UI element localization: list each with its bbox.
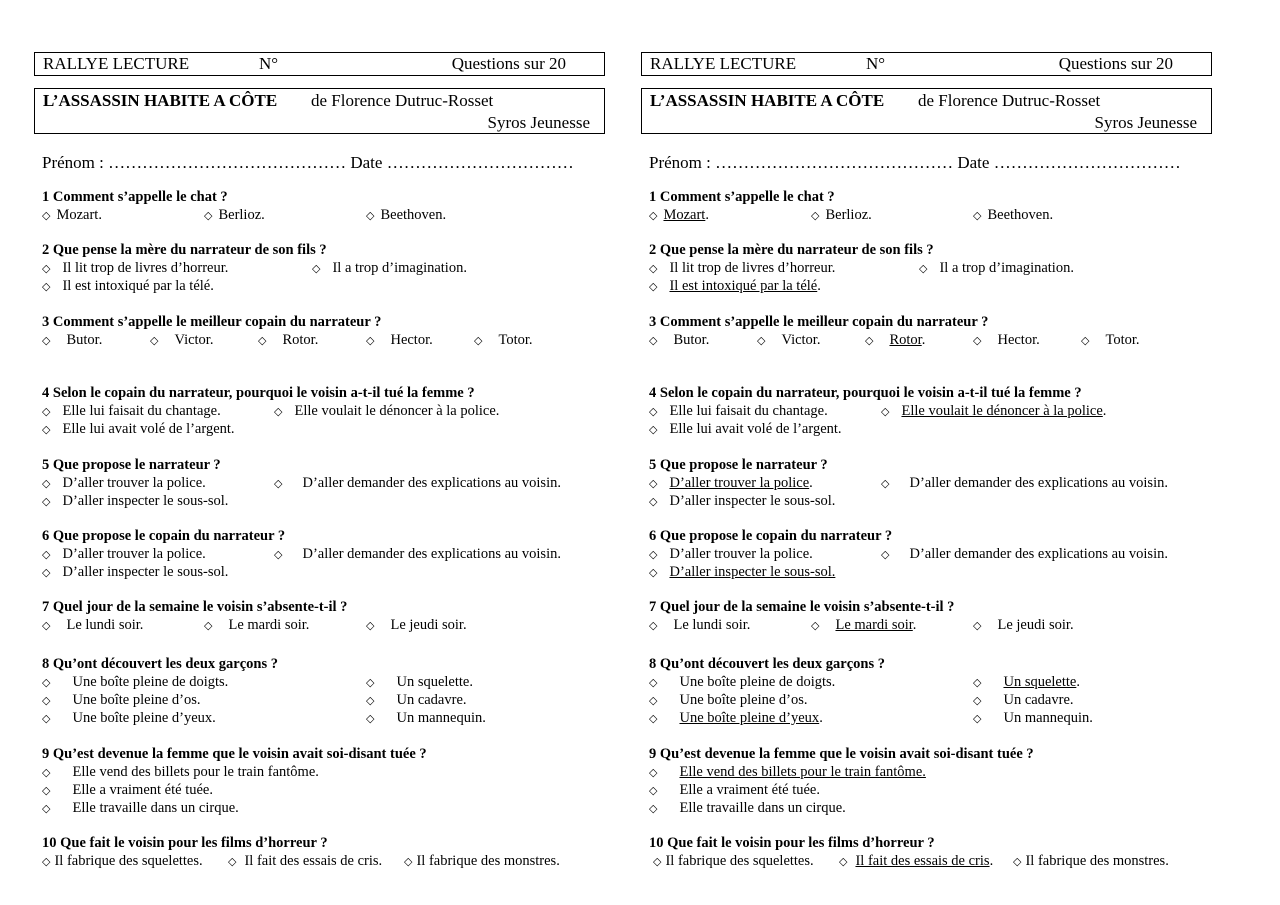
diamond-icon: ◇: [757, 334, 766, 347]
option[interactable]: [757, 331, 820, 350]
diamond-icon: ◇: [42, 280, 51, 293]
option[interactable]: [258, 331, 318, 350]
option[interactable]: [42, 402, 221, 421]
option-label: Il fait des essais de cris.: [244, 853, 383, 869]
name-date-line: [42, 153, 602, 173]
option[interactable]: [42, 474, 206, 493]
option-label: Il a trop d’imagination.: [939, 260, 1074, 276]
answer-period: .: [1076, 674, 1080, 690]
option-label: Mozart.: [56, 207, 102, 223]
book-publisher: Syros Jeunesse: [487, 113, 590, 132]
diamond-icon: ◇: [312, 262, 321, 275]
option[interactable]: [204, 616, 309, 635]
numero-label: N°: [259, 54, 279, 73]
option[interactable]: [366, 206, 446, 225]
diamond-icon: ◇: [649, 477, 658, 490]
option[interactable]: [204, 206, 265, 225]
option-label: Le lundi soir.: [66, 617, 144, 633]
option[interactable]: [973, 331, 1040, 350]
option-label: Hector.: [390, 332, 433, 348]
option-label: Totor.: [1105, 332, 1140, 348]
option-label: Berlioz.: [825, 207, 872, 223]
option-answer[interactable]: [811, 616, 916, 635]
diamond-icon: ◇: [42, 694, 51, 707]
option-answer[interactable]: [649, 563, 835, 582]
option[interactable]: [366, 691, 467, 710]
date-field: Date ……………………………: [957, 153, 1181, 172]
diamond-icon: ◇: [42, 405, 51, 418]
diamond-icon: ◇: [881, 477, 890, 490]
diamond-icon: ◇: [973, 209, 982, 222]
option-label: D’aller inspecter le sous-sol.: [62, 493, 229, 509]
diamond-icon: ◇: [42, 712, 51, 725]
diamond-icon: ◇: [366, 619, 375, 632]
worksheet-left: [34, 52, 605, 869]
diamond-icon: ◇: [649, 619, 658, 632]
answer-period: .: [809, 475, 813, 491]
diamond-icon: ◇: [649, 423, 658, 436]
option-label: Il a trop d’imagination.: [332, 260, 467, 276]
option-answer[interactable]: [649, 763, 926, 782]
option[interactable]: [973, 691, 1074, 710]
option-label: Une boîte pleine d’os.: [679, 692, 808, 708]
diamond-icon: ◇: [150, 334, 159, 347]
diamond-icon: ◇: [366, 209, 375, 222]
option-answer[interactable]: [881, 402, 1106, 421]
option[interactable]: [649, 673, 835, 692]
question-title: 5 Que propose le narrateur ?: [42, 457, 221, 473]
option-label: Il lit trop de livres d’horreur.: [669, 260, 836, 276]
option[interactable]: [649, 492, 835, 511]
question-10: [42, 834, 602, 870]
question-2: [649, 241, 1209, 295]
diamond-icon: ◇: [204, 209, 213, 222]
question-title: 2 Que pense la mère du narrateur de son fils ?: [649, 242, 934, 258]
prenom-field: Prénom : ……………………………………: [42, 153, 347, 172]
answer-label: Il est intoxiqué par la télé: [669, 278, 818, 294]
option-label: Victor.: [781, 332, 821, 348]
option-label: Il fabrique des squelettes.: [54, 853, 203, 869]
diamond-icon: ◇: [811, 619, 820, 632]
diamond-icon: ◇: [42, 802, 51, 815]
answer-label: Elle voulait le dénoncer à la police: [901, 403, 1103, 419]
diamond-icon: ◇: [274, 405, 283, 418]
option-label: Un cadavre.: [1003, 692, 1074, 708]
diamond-icon: ◇: [42, 423, 51, 436]
option-label: Beethoven.: [987, 207, 1054, 223]
diamond-icon: ◇: [865, 334, 874, 347]
diamond-icon: ◇: [649, 495, 658, 508]
diamond-icon: ◇: [649, 566, 658, 579]
option[interactable]: [42, 277, 214, 296]
option-label: Elle voulait le dénoncer à la police.: [294, 403, 500, 419]
option-label: Il est intoxiqué par la télé.: [62, 278, 214, 294]
option-label: Un mannequin.: [1003, 710, 1093, 726]
question-title: 4 Selon le copain du narrateur, pourquoi le voisin a-t-il tué la femme ?: [649, 385, 1082, 401]
question-title: 10 Que fait le voisin pour les films d’horreur ?: [42, 835, 328, 851]
question-title: 5 Que propose le narrateur ?: [649, 457, 828, 473]
question-title: 6 Que propose le copain du narrateur ?: [42, 528, 286, 544]
option[interactable]: [42, 545, 206, 564]
book-publisher: Syros Jeunesse: [1094, 113, 1197, 132]
answer-label: Le mardi soir: [835, 617, 913, 633]
diamond-icon: ◇: [274, 477, 283, 490]
question-10: [649, 834, 1209, 870]
option[interactable]: [42, 206, 102, 225]
option[interactable]: [42, 763, 319, 782]
diamond-icon: ◇: [258, 334, 267, 347]
option-label: D’aller trouver la police.: [62, 475, 206, 491]
option-label: Le jeudi soir.: [390, 617, 467, 633]
option[interactable]: [42, 563, 228, 582]
option-label: D’aller demander des explications au voisin.: [909, 475, 1168, 491]
option[interactable]: [649, 259, 835, 278]
option[interactable]: [228, 852, 382, 871]
option-label: Butor.: [66, 332, 103, 348]
option[interactable]: [42, 852, 203, 871]
option[interactable]: [1081, 331, 1140, 350]
diamond-icon: ◇: [42, 477, 51, 490]
option[interactable]: [42, 799, 239, 818]
option[interactable]: [42, 492, 228, 511]
option[interactable]: [42, 616, 143, 635]
diamond-icon: ◇: [649, 334, 658, 347]
question-9: [649, 745, 1209, 817]
option[interactable]: [649, 616, 750, 635]
rallye-label: RALLYE LECTURE: [650, 54, 797, 73]
option-label: Elle a vraiment été tuée.: [72, 782, 213, 798]
diamond-icon: ◇: [474, 334, 483, 347]
option[interactable]: [973, 616, 1074, 635]
option-label: Victor.: [174, 332, 214, 348]
option[interactable]: [274, 402, 499, 421]
diamond-icon: ◇: [42, 548, 51, 561]
header-book-box: [641, 88, 1212, 134]
diamond-icon: ◇: [366, 676, 375, 689]
diamond-icon: ◇: [274, 548, 283, 561]
header-book-box: [34, 88, 605, 134]
question-7: [649, 598, 1209, 634]
option[interactable]: [42, 420, 235, 439]
question-4: [649, 384, 1209, 438]
option-label: D’aller trouver la police.: [669, 546, 813, 562]
diamond-icon: ◇: [42, 209, 51, 222]
prenom-field: Prénom : ……………………………………: [649, 153, 954, 172]
option-label: Elle vend des billets pour le train fantôme.: [72, 764, 319, 780]
diamond-icon: ◇: [649, 784, 658, 797]
option[interactable]: [274, 545, 561, 564]
option[interactable]: [366, 709, 486, 728]
question-title: 2 Que pense la mère du narrateur de son fils ?: [42, 242, 327, 258]
question-6: [649, 527, 1209, 581]
answer-period: .: [912, 617, 917, 633]
option-label: Un squelette.: [396, 674, 473, 690]
diamond-icon: ◇: [649, 280, 658, 293]
diamond-icon: ◇: [42, 766, 51, 779]
option-label: Elle a vraiment été tuée.: [679, 782, 820, 798]
option-answer[interactable]: [649, 206, 709, 225]
diamond-icon: ◇: [649, 802, 658, 815]
option[interactable]: [811, 206, 872, 225]
option-label: Rotor.: [282, 332, 319, 348]
question-5: [649, 456, 1209, 510]
answer-label: Il fait des essais de cris: [855, 853, 990, 869]
answer-period: .: [817, 278, 821, 294]
question-title: 9 Qu’est devenue la femme que le voisin avait soi-disant tuée ?: [42, 746, 427, 762]
answer-label: Rotor: [889, 332, 922, 348]
answer-period: .: [989, 853, 994, 869]
diamond-icon: ◇: [42, 334, 51, 347]
option[interactable]: [42, 673, 228, 692]
question-title: 3 Comment s’appelle le meilleur copain du narrateur ?: [42, 314, 382, 330]
option[interactable]: [653, 852, 814, 871]
option-label: Totor.: [498, 332, 533, 348]
question-8: [42, 655, 602, 727]
worksheet-right: [641, 52, 1212, 869]
option[interactable]: [1013, 852, 1169, 871]
option[interactable]: [474, 331, 533, 350]
option-label: Il fabrique des squelettes.: [665, 853, 814, 869]
option-label: D’aller inspecter le sous-sol.: [669, 493, 836, 509]
question-title: 7 Quel jour de la semaine le voisin s’absente-t-il ?: [42, 599, 348, 615]
answer-period: .: [819, 710, 823, 726]
option-label: D’aller inspecter le sous-sol.: [62, 564, 229, 580]
option[interactable]: [42, 259, 228, 278]
option[interactable]: [404, 852, 560, 871]
diamond-icon: ◇: [973, 712, 982, 725]
diamond-icon: ◇: [649, 766, 658, 779]
option[interactable]: [881, 545, 1168, 564]
option-label: Le lundi soir.: [673, 617, 751, 633]
diamond-icon: ◇: [42, 262, 51, 275]
diamond-icon: ◇: [649, 405, 658, 418]
answer-label: Mozart: [663, 207, 706, 223]
diamond-icon: ◇: [42, 495, 51, 508]
option-label: D’aller trouver la police.: [62, 546, 206, 562]
option[interactable]: [42, 691, 201, 710]
question-title: 7 Quel jour de la semaine le voisin s’absente-t-il ?: [649, 599, 955, 615]
diamond-icon: ◇: [919, 262, 928, 275]
option-label: Berlioz.: [218, 207, 265, 223]
book-author: de Florence Dutruc-Rosset: [311, 91, 494, 110]
diamond-icon: ◇: [404, 855, 413, 868]
questions-count: Questions sur 20: [1058, 54, 1173, 73]
option-label: Une boîte pleine d’os.: [72, 692, 201, 708]
option-answer[interactable]: [865, 331, 925, 350]
book-author: de Florence Dutruc-Rosset: [918, 91, 1101, 110]
question-5: [42, 456, 602, 510]
diamond-icon: ◇: [649, 209, 658, 222]
diamond-icon: ◇: [649, 712, 658, 725]
question-6: [42, 527, 602, 581]
option-label: D’aller demander des explications au voisin.: [302, 475, 561, 491]
book-title: L’ASSASSIN HABITE A CÔTE: [650, 91, 885, 110]
question-7: [42, 598, 602, 634]
question-title: 9 Qu’est devenue la femme que le voisin avait soi-disant tuée ?: [649, 746, 1034, 762]
diamond-icon: ◇: [973, 694, 982, 707]
diamond-icon: ◇: [42, 566, 51, 579]
option[interactable]: [42, 709, 216, 728]
question-title: 3 Comment s’appelle le meilleur copain du narrateur ?: [649, 314, 989, 330]
diamond-icon: ◇: [653, 855, 662, 868]
question-title: 10 Que fait le voisin pour les films d’horreur ?: [649, 835, 935, 851]
option[interactable]: [312, 259, 467, 278]
diamond-icon: ◇: [366, 694, 375, 707]
option-answer[interactable]: [649, 474, 813, 493]
option[interactable]: [274, 474, 561, 493]
option-label: Le jeudi soir.: [997, 617, 1074, 633]
question-title: 1 Comment s’appelle le chat ?: [649, 189, 835, 205]
diamond-icon: ◇: [228, 855, 237, 868]
option-answer[interactable]: [839, 852, 993, 871]
diamond-icon: ◇: [366, 334, 375, 347]
answer-label: D’aller inspecter le sous-sol.: [669, 564, 836, 580]
diamond-icon: ◇: [649, 676, 658, 689]
option[interactable]: [649, 402, 828, 421]
option[interactable]: [366, 616, 467, 635]
option-label: Un cadavre.: [396, 692, 467, 708]
question-title: 8 Qu’ont découvert les deux garçons ?: [649, 656, 886, 672]
option[interactable]: [649, 420, 842, 439]
option-label: Il fabrique des monstres.: [416, 853, 560, 869]
option[interactable]: [42, 331, 102, 350]
header-rallye-box: [641, 52, 1212, 76]
option[interactable]: [366, 331, 433, 350]
diamond-icon: ◇: [366, 712, 375, 725]
diamond-icon: ◇: [881, 548, 890, 561]
option[interactable]: [42, 781, 213, 800]
option-label: Elle lui faisait du chantage.: [62, 403, 221, 419]
diamond-icon: ◇: [881, 405, 890, 418]
question-title: 1 Comment s’appelle le chat ?: [42, 189, 228, 205]
option-answer[interactable]: [649, 709, 823, 728]
option-label: Butor.: [673, 332, 710, 348]
option-label: D’aller demander des explications au voisin.: [909, 546, 1168, 562]
option-label: Une boîte pleine d’yeux.: [72, 710, 216, 726]
diamond-icon: ◇: [1013, 855, 1022, 868]
question-8: [649, 655, 1209, 727]
answer-label: Une boîte pleine d’yeux: [679, 710, 820, 726]
answer-label: Elle vend des billets pour le train fantôme.: [679, 764, 926, 780]
option-label: Beethoven.: [380, 207, 447, 223]
answer-label: D’aller trouver la police: [669, 475, 810, 491]
answer-period: .: [1102, 403, 1107, 419]
diamond-icon: ◇: [204, 619, 213, 632]
option-label: Il fabrique des monstres.: [1025, 853, 1169, 869]
option-label: D’aller demander des explications au voisin.: [302, 546, 561, 562]
answer-period: .: [921, 332, 926, 348]
option-label: Hector.: [997, 332, 1040, 348]
option-label: Une boîte pleine de doigts.: [72, 674, 229, 690]
option-answer[interactable]: [973, 673, 1080, 692]
question-1: [649, 188, 1209, 224]
option-answer[interactable]: [649, 277, 821, 296]
option[interactable]: [973, 709, 1093, 728]
question-4: [42, 384, 602, 438]
answer-period: .: [705, 207, 709, 223]
rallye-label: RALLYE LECTURE: [43, 54, 190, 73]
name-date-line: [649, 153, 1209, 173]
diamond-icon: ◇: [811, 209, 820, 222]
option-label: Un mannequin.: [396, 710, 486, 726]
option[interactable]: [649, 545, 813, 564]
question-title: 4 Selon le copain du narrateur, pourquoi le voisin a-t-il tué la femme ?: [42, 385, 475, 401]
question-9: [42, 745, 602, 817]
diamond-icon: ◇: [649, 548, 658, 561]
diamond-icon: ◇: [973, 334, 982, 347]
question-title: 8 Qu’ont découvert les deux garçons ?: [42, 656, 279, 672]
book-title: L’ASSASSIN HABITE A CÔTE: [43, 91, 278, 110]
date-field: Date ……………………………: [350, 153, 574, 172]
option[interactable]: [973, 206, 1053, 225]
question-title: 6 Que propose le copain du narrateur ?: [649, 528, 893, 544]
option[interactable]: [649, 691, 808, 710]
diamond-icon: ◇: [973, 619, 982, 632]
option-label: Elle lui faisait du chantage.: [669, 403, 828, 419]
option[interactable]: [649, 781, 820, 800]
option[interactable]: [649, 799, 846, 818]
diamond-icon: ◇: [42, 619, 51, 632]
diamond-icon: ◇: [649, 262, 658, 275]
diamond-icon: ◇: [649, 694, 658, 707]
option[interactable]: [150, 331, 213, 350]
option[interactable]: [919, 259, 1074, 278]
diamond-icon: ◇: [839, 855, 848, 868]
question-1: [42, 188, 602, 224]
question-2: [42, 241, 602, 295]
option[interactable]: [366, 673, 473, 692]
answer-label: Un squelette: [1003, 674, 1077, 690]
option-label: Elle lui avait volé de l’argent.: [62, 421, 235, 437]
diamond-icon: ◇: [42, 784, 51, 797]
option-label: Le mardi soir.: [228, 617, 310, 633]
option-label: Elle travaille dans un cirque.: [679, 800, 846, 816]
question-3: [649, 313, 1209, 349]
diamond-icon: ◇: [42, 676, 51, 689]
header-rallye-box: [34, 52, 605, 76]
diamond-icon: ◇: [973, 676, 982, 689]
option-label: Une boîte pleine de doigts.: [679, 674, 836, 690]
option-label: Elle lui avait volé de l’argent.: [669, 421, 842, 437]
numero-label: N°: [866, 54, 886, 73]
diamond-icon: ◇: [42, 855, 51, 868]
option[interactable]: [649, 331, 709, 350]
option[interactable]: [881, 474, 1168, 493]
option-label: Il lit trop de livres d’horreur.: [62, 260, 229, 276]
option-label: Elle travaille dans un cirque.: [72, 800, 239, 816]
questions-count: Questions sur 20: [451, 54, 566, 73]
diamond-icon: ◇: [1081, 334, 1090, 347]
question-3: [42, 313, 602, 349]
